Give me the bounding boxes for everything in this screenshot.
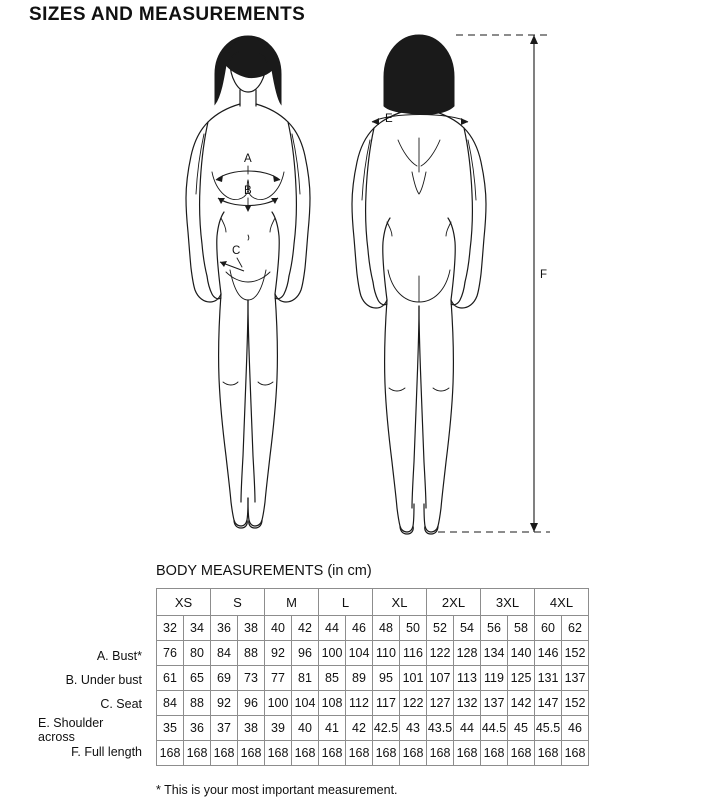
measurement-c [220, 245, 244, 271]
cell: 69 [211, 666, 238, 691]
cell: 52 [427, 616, 454, 641]
size-cell: S [211, 589, 265, 616]
cell: 32 [157, 616, 184, 641]
row-label-seat: C. Seat [100, 697, 142, 711]
cell: 81 [292, 666, 319, 691]
cell: 35 [157, 716, 184, 741]
cell: 168 [346, 741, 373, 766]
cell: 73 [238, 666, 265, 691]
cell: 77 [265, 666, 292, 691]
table-row [157, 666, 589, 691]
measurement-e [372, 113, 468, 125]
cell: 107 [427, 666, 454, 691]
cell: 42 [346, 716, 373, 741]
table-row [157, 741, 589, 766]
size-cell: XL [373, 589, 427, 616]
cell: 34 [184, 616, 211, 641]
size-cell: XS [157, 589, 211, 616]
cell: 44 [454, 716, 481, 741]
cell: 40 [292, 716, 319, 741]
cell: 152 [562, 641, 589, 666]
label-e: E [385, 113, 393, 125]
cell: 168 [184, 741, 211, 766]
cell: 88 [238, 641, 265, 666]
cell: 45.5 [535, 716, 562, 741]
cell: 92 [211, 691, 238, 716]
cell: 37 [211, 716, 238, 741]
size-cell: 3XL [481, 589, 535, 616]
cell: 36 [211, 616, 238, 641]
cell: 54 [454, 616, 481, 641]
cell: 100 [319, 641, 346, 666]
cell: 46 [346, 616, 373, 641]
cell: 95 [373, 666, 400, 691]
cell: 168 [238, 741, 265, 766]
cell: 44 [319, 616, 346, 641]
cell: 146 [535, 641, 562, 666]
cell: 113 [454, 666, 481, 691]
cell: 38 [238, 616, 265, 641]
size-cell: 4XL [535, 589, 589, 616]
cell: 168 [562, 741, 589, 766]
table-row [157, 616, 589, 641]
cell: 104 [292, 691, 319, 716]
cell: 76 [157, 641, 184, 666]
cell: 38 [238, 716, 265, 741]
cell: 125 [508, 666, 535, 691]
cell: 46 [562, 716, 589, 741]
cell: 140 [508, 641, 535, 666]
body-measurements-table [156, 588, 589, 766]
measurement-f [438, 35, 550, 532]
cell: 137 [562, 666, 589, 691]
cell: 60 [535, 616, 562, 641]
cell: 58 [508, 616, 535, 641]
cell: 168 [508, 741, 535, 766]
cell: 128 [454, 641, 481, 666]
cell: 147 [535, 691, 562, 716]
cell: 152 [562, 691, 589, 716]
cell: 42.5 [373, 716, 400, 741]
table-row [157, 691, 589, 716]
cell: 104 [346, 641, 373, 666]
cell: 65 [184, 666, 211, 691]
cell: 137 [481, 691, 508, 716]
cell: 39 [265, 716, 292, 741]
cell: 40 [265, 616, 292, 641]
cell: 96 [292, 641, 319, 666]
cell: 36 [184, 716, 211, 741]
cell: 168 [373, 741, 400, 766]
label-c: C [232, 245, 241, 257]
cell: 119 [481, 666, 508, 691]
cell: 127 [427, 691, 454, 716]
cell: 61 [157, 666, 184, 691]
cell: 117 [373, 691, 400, 716]
cell: 168 [319, 741, 346, 766]
row-label-bust: A. Bust* [96, 649, 142, 663]
cell: 116 [400, 641, 427, 666]
size-cell: M [265, 589, 319, 616]
figures-svg [120, 22, 580, 542]
measurement-a [216, 153, 280, 182]
cell: 168 [265, 741, 292, 766]
cell: 80 [184, 641, 211, 666]
cell: 84 [157, 691, 184, 716]
body-figures-diagram [120, 22, 580, 542]
row-label-under-bust: B. Under bust [65, 673, 142, 687]
label-f: F [540, 269, 548, 281]
table-row [157, 716, 589, 741]
size-cell: 2XL [427, 589, 481, 616]
cell: 56 [481, 616, 508, 641]
cell: 168 [481, 741, 508, 766]
cell: 132 [454, 691, 481, 716]
cell: 88 [184, 691, 211, 716]
cell: 168 [454, 741, 481, 766]
cell: 168 [211, 741, 238, 766]
cell: 168 [400, 741, 427, 766]
cell: 84 [211, 641, 238, 666]
cell: 168 [535, 741, 562, 766]
cell: 142 [508, 691, 535, 716]
size-cell: L [319, 589, 373, 616]
cell: 89 [346, 666, 373, 691]
cell: 43.5 [427, 716, 454, 741]
cell: 108 [319, 691, 346, 716]
cell: 168 [427, 741, 454, 766]
cell: 62 [562, 616, 589, 641]
table-caption: BODY MEASUREMENTS (in cm) [156, 563, 372, 579]
cell: 112 [346, 691, 373, 716]
cell: 43 [400, 716, 427, 741]
cell: 168 [157, 741, 184, 766]
cell: 122 [427, 641, 454, 666]
table-row [157, 641, 589, 666]
back-figure [352, 35, 486, 534]
label-a: A [244, 153, 252, 165]
cell: 122 [400, 691, 427, 716]
page-title: SIZES AND MEASUREMENTS [29, 4, 306, 25]
cell: 101 [400, 666, 427, 691]
label-b: B [244, 185, 252, 197]
cell: 48 [373, 616, 400, 641]
footnote: * This is your most important measurement. [156, 783, 398, 797]
cell: 96 [238, 691, 265, 716]
cell: 131 [535, 666, 562, 691]
cell: 45 [508, 716, 535, 741]
cell: 42 [292, 616, 319, 641]
cell: 110 [373, 641, 400, 666]
cell: 85 [319, 666, 346, 691]
row-label-shoulder-across: E. Shoulder across [38, 716, 104, 744]
cell: 168 [292, 741, 319, 766]
front-figure [186, 36, 310, 528]
table-row-sizes [157, 589, 589, 616]
cell: 134 [481, 641, 508, 666]
cell: 100 [265, 691, 292, 716]
cell: 50 [400, 616, 427, 641]
row-label-full-length: F. Full length [71, 745, 142, 759]
cell: 92 [265, 641, 292, 666]
measurement-b [218, 185, 278, 212]
cell: 44.5 [481, 716, 508, 741]
cell: 41 [319, 716, 346, 741]
